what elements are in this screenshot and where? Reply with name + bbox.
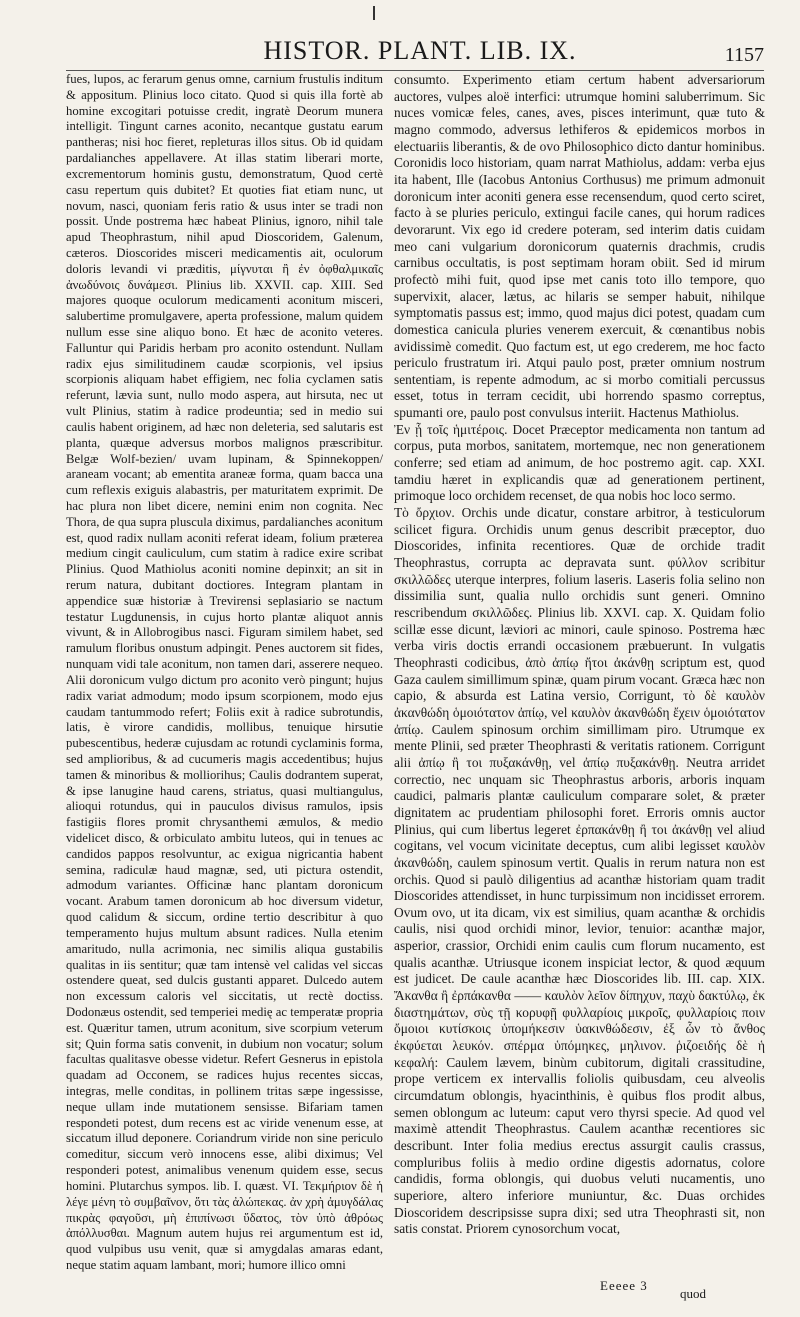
page-number: 1157 bbox=[724, 44, 764, 66]
right-paragraph: Τὸ ὄρχιον. Orchis unde dicatur, constare arbitror, à testiculorum scilicet figura. Orchidis unum genus describit præceptor, duo Dioscorides, infinita recentiores. Quæ de orchide tradit Theophrastus, corrupta ac depravata sunt. φύλλον scribitur σκιλλῶδες uterque interpres, folium laseris. Laseris folia selino non dissimilia sunt, qualia nullo orchidis sunt generi. Omnino rescribendum σκιλλῶδες. Plinius lib. XXVI. cap. X. Quidam folio scillæ esse dicunt, læviori ac minori, caule spinoso. Postrema hæc verba viris doctis errandi occasionem præbuerunt. In vulgatis Theophrasti codicibus, ἀπὸ ἀπίῳ ἤτοι ἀκάνθῃ scriptum est, quod Gaza caulem simillimum spinæ, quam pirum vocant. Græca hæc non capio, & absurda est Latina versio, Corrigunt, τὸ δὲ καυλὸν ἀκανθώδη ὁμοιότατον ἀπίῳ, vel καυλὸν ἀκανθώδη ἔχειν ὁμοιότατον ἀπίῳ. Caulem spinosum orchim simillimam piro. Utrumque ex mente Plinii, sed præter Theophrasti & veritatis rationem. Corrigunt alii ἀπίῳ ἢ τοι πυξακάνθῃ, vel ἀπίῳ πυξακάνθῃ. Neutra arridet correctio, nec unquam sic Theophrastus arboris, arboris inquam caudici, palmaris plantæ cauliculum comparare solet, & præter dignitatem ac prudentiam philosophi foret. Erroris omnis auctor Plinius, qui cum libertus legeret ἐρπακάνθῃ ἢ τοι ἀκάνθῃ vel aliud cogitans, vel vocum vicinitate deceptus, cum alibi legisset καυλὸν ἀκανθώδη, caulem spinosum vertit. Qualis in rerum natura non est orchis. Quod si paulò diligentius ad acanthæ historiam quam tradit Dioscorides attendisset, in hunc turpissimum non incidisset errorem. Ovum ovo, ut ita dicam, vix est similius, quam acanthæ & orchidis caulis, nisi quod orchidi minor, levior, tenuior: acanthæ major, asperior, crassior, Orchidi enim caulis cum florum nucamento, est qualis acanthæ. Utriusque iconem inspiciat lector, & quod æquum est judicet. De caule acanthæ hæc Dioscorides lib. III. cap. XIX. Ἄκανθα ἢ ἐρπάκανθα —— καυλὸν λεῖον δίπηχυν, παχὺ δακτύλῳ, ἐκ διαστημάτων, σὺς τῇ κορυφῇ φυλλαρίοις μικροῖς, φυλλαρίοις ποιν ὄμοιοι κυτίσκοις ὑπομήκεσιν ὑακινθώδεσιν, ἐξ ὧν τὸ ἄνθος ἐκφύεται λευκόν. σπέρμα ὑπόμηκες, μηλινον. ῥιζοειδής δὲ ἡ κεφαλή: Caulem lævem, binùm cubitorum, digitali crassitudine, prope verticem ex intervallis foliolis quibusdam, ceu alveolis circumdatum oblongis, hyacinthinis, è quibus flos prodit albus, semen oblongum ac luteum: caput vero thyrsi specie. Ad quod vel maximè attendit Theophrastus. Caulem acanthæ recentiores sic describunt. Inter folia medius erectus assurgit caulis crassus, compluribus foliis à medio ordine digestis adornatus, colore candidis, forma oblongis, qui duobus veluti nucamentis, uno superiore, altero inferiore muniuntur, &c. Duas orchides Dioscoridem descripsisse supra dixi; sed utra Theophrasti sit, non satis constat. Priorem cynosorchum vocat, bbox=[394, 505, 765, 1237]
signature-mark: Eeeee 3 bbox=[600, 1278, 648, 1293]
left-column-text: fues, lupos, ac ferarum genus omne, carnium frustulis inditum & appositum. Plinius loco citato. Quod si quis illa fortè ab homine excogitari potuisse credit, ingratè Deorum munera intelligit. Tingunt carnes aconito, necantque gustatu earum pantheras; nisi hoc fieret, repleturas illos situs. Ob id quidam pardalianches appellavere. At illas statim liberari morte, excrementorum hominis gustu, demonstratum, Quod certè casu repertum quis dubitet? Et quoties fiat etiam nunc, ut novum, nasci, quoniam feris ratio & usus inter se tradi non possit. Unde postrema hæc habeat Plinius, ignoro, nihil tale apud Theophrastum, nihil apud Dioscoridem, Galenum, cæteros. Dioscorides misceri medicamentis ait, oculorum doloris levandi vi præditis, μίγνυται ἢ ἐν ὀφθαλμικαῖς ἀνωδύνοις δυνάμεσι. Plinius lib. XXVII. cap. XIII. Sed majores quoque oculorum medicamenti aconitum misceri, salubertime promulgavere, aperta professione, malum quidem nullum esse sine aliquo bono. Et hæc de aconito veteres. Falluntur qui Paridis herbam pro aconito ostendunt. Nullam radix ejus similitudinem caudæ scorpionis, vel ipsius scorpionis aliquam habet effigiem, nec folia cyclamen satis referunt, lævia sunt, nullo modo aspera, aut hirsuta, nec ut vult Plinius, statim à radice prodeuntia; sed in medio sui caulis habent originem, ad hæc non deleteria, sed salutaris est planta, quæque adversus morbos malignos præscribitur. Belgæ Wolf-bezien/ uvam lupinam, & Spinnekoppen/ araneam vocant; ab ementita araneæ forma, quam bacca una cum reflexis exiguis alabastris, per maturitatem exprimit. De hac plura non libet dicere, nemini enim non cognita. Nec Thora, de qua supra pluscula diximus, pardalianches aconitum est, quod radix nullam aconiti referat ideam, folium præterea medium cingit cauliculum, cum statim à radice exire scribat Plinius. Quod Mathiolus aconiti nomine depinxit; an sit in rerum natura, dubitant doctiores. Integram plantam in appendice suæ historiæ à Trevirensi seplasiario se nactum testatur Lugdunensis, in cujus horto plantæ aliquot annis vivunt, & in Allobrogibus nasci. Figuram similem habet, sed ramulum floribus onustum adpingit. Penes auctorem sit fides, nunquam vidi tale aconitum, non tamen dari, asserere nequeo. Alii doronicum vulgo dictum pro aconito verò pingunt; hujus radix variat admodum; modo ipsum scorpionem, modo ejus caudam tantummodo refert; Foliis exit à radice subrotundis, latis, è virore candidis, mollibus, tenuique hirsutie pubescentibus, hederæ cujusdam ac rotundi cyclaminis forma, sed amplioribus, & ad cucumeris magis accedentibus; hujus tamen & minoribus & molliorihus; Caulis dodrantem superat, & ipse lanugine haud carens, striatus, quasi multiangulus, alioqui rotundus, qui in pauculos divisus ramulos, ipsis fastigiis flores promit chrysanthemi æmulos, & medio videlicet disco, & orbiculato ambitu luteos, qui in tenues ac candidos pappos resolvuntur, ac exigua nigricantia habent semina, radiculæ haud magnæ, sed, uti pictura ostendit, admodum variantes. Officinæ hanc plantam doronicum vocant. Arabum tamen doronicum ab hoc diversum videtur, quod calidum & siccum, ordine tertio describitur à quo temperamento hujus multum absunt radices. Nulla etenim amaritudo, nulla acrimonia, nec similis aliqua gustabilis qualitas in iis sentitur; quæ tam intensè vel calidas vel siccas ostendere queat, sed dulcis gustanti apparet. Dulcedo autem non excessum caloris vel siccitatis, ut rectè doctiss. Dodonæus ostendit, sed temperiei medię ac temperatæ propria est. Quæritur tamen, utrum aconitum, sive scorpium veterum sit; Quin forma satis convenit, in dubium non vocatur; solum facultas qualitasve obesse videtur. Refert Gesnerus in epistola quadam ad Occonem, se radices hujus recentes siccas, integras, melle conditas, in pollinem tritas sæpe ingessisse, neque ullam inde mutationem sensisse. Bifariam tamen respondeti potest, dum recens est ac viride venenum esse, at siccatum illud deponere. Coriandrum viride non sine periculo comeditur, siccum verò innocens esse, alibi diximus; Vel responderi potest, animalibus venenum quidem esse, secus homini. Plutarchus sympos. lib. I. quæst. VI. Τεκμήριον δὲ ἡ λέγε μένη τὸ συμβαῖνον, ὅτι τὰς ἀλώπεκας. ἀν χρὴ ἀμυγδάλας πικρὰς φαγοῦσι, μὴ ἐπιπίνωσι ὕδατος, τὸν ὑπὸ ἀθρόως ἀπόλλυσθαι. Magnum autem hujus rei argumentum est id, quod vulpibus usu venit, quæ si amygdalas amaras edant, neque statim aquam lambant, mori; humore illico omni bbox=[66, 72, 383, 1272]
right-paragraph: Ἐν ᾗ τοῖς ἡμιτέροις. Docet Præceptor medicamenta non tantum ad corpus, puta morbos, sanitatem, mortemque, nec non generationem conferre; sed etiam ad animum, de hoc postremo agit. cap. XXI. tamdiu hæret in explicandis quæ ad generationem pertinent, primoque loco orchidem recenset, de qua nobis hoc loco sermo. bbox=[394, 421, 765, 504]
running-header: HISTOR. PLANT. LIB. IX. bbox=[263, 36, 577, 65]
right-column bbox=[394, 72, 765, 1238]
print-mark bbox=[373, 6, 375, 20]
left-column bbox=[66, 72, 383, 1274]
catchword: quod bbox=[680, 1286, 706, 1301]
right-paragraph: consumto. Experimento etiam certum habent adversariorum auctores, vulpes aloë interfici: utrumque homini saluberrimum. Sic nuces vomicæ feles, canes, aves, pisces interimunt, quæ tuto & magno commodo, adversus lethiferos & epidemicos morbos in electuariis liberantis, & de ovo Philosophico dicto dantur hominibus. Coronidis loco historiam, quam narrat Mathiolus, addam: verba ejus ita habent, Ille (Iacobus Antonius Corthusus) me primum admonuit doronicum inter aconiti genera esse recensendum, quod certo sciret, facto à se pluries periculo, extingui facile canes, qui horum radices devorarunt. Vix ego id credere poteram, sed interim datis cuidam meo cani vulgarium doronicorum quaternis drachmis, crudis carnibus occultatis, is post septimam horam obiit. Sed id mirum profectò mihi fuit, quod ipse met canis toto illo tempore, quo supervixit, alacer, lætus, ac hilaris se semper habuit, nihilque symptomatis passus est; immo, quod majus dici potest, quadam cum domestica canicula pluries venerem exercuit, & cœnantibus nobis avidissimè comedit. Quo factum est, ut ego crederem, me hoc facto periculo frustratum iri. Atqui paulo post, præter omnium nostrum sententiam, is repente admodum, ac si morbo comitiali percussus esset, totus in terram cecidit, ubi horrendo spasmo correptus, spumanti ore, paulo post convulsus interiit. Hactenus Mathiolus. bbox=[394, 72, 765, 421]
header-rule bbox=[66, 70, 764, 71]
